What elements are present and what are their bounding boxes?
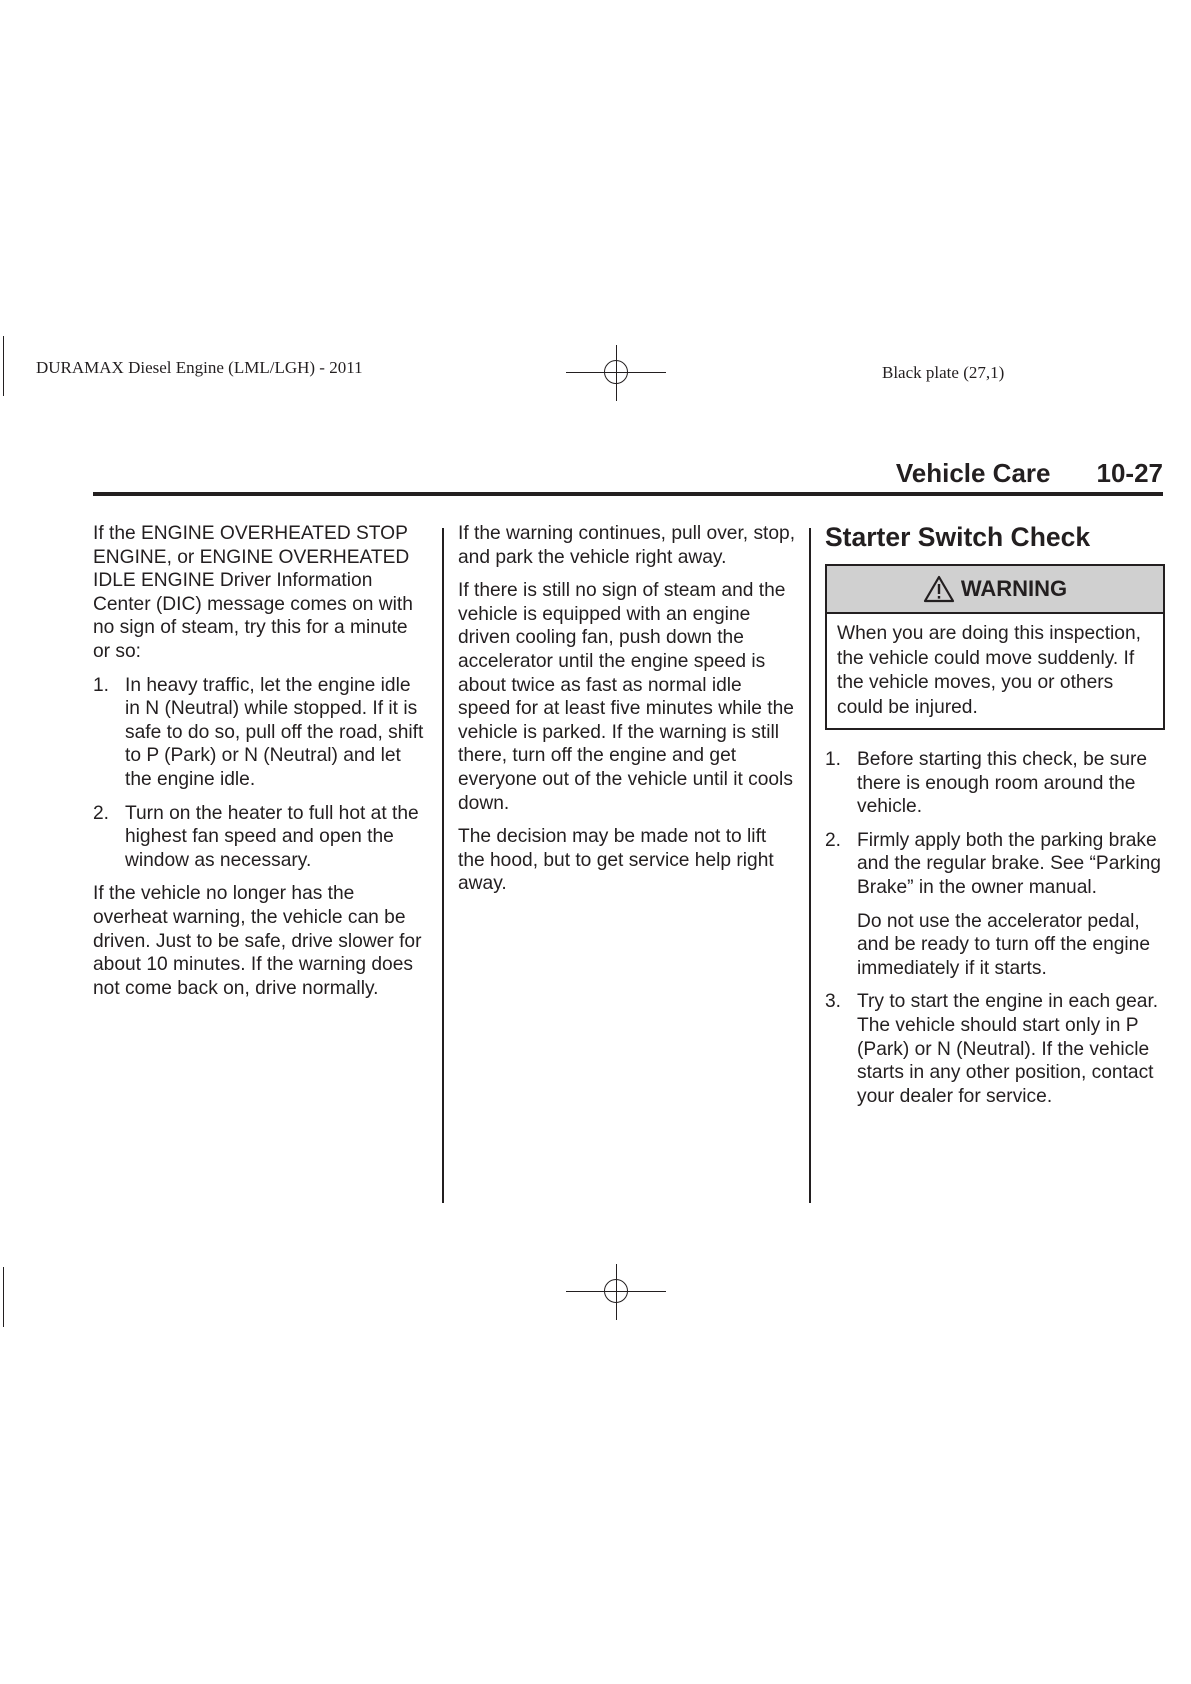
list-item <box>825 748 1165 819</box>
paragraph: If there is still no sign of steam and the vehicle is equipped with an engine driven cooling fan, push down the accelerator until the engine speed is about twice as fast as normal idle speed for at least five minutes while the vehicle is parked. If the warning is still there, turn off the engine and get everyone out of the vehicle until it cools down. <box>458 580 794 814</box>
section-title: Starter Switch Check <box>825 522 1091 552</box>
list-item <box>825 990 1165 1108</box>
column-divider <box>442 528 444 1203</box>
step-text: In heavy traffic, let the engine idle in N (Neutral) while stopped. If it is safe to do so, pull off the road, shift to P (Park) or N (Neutral) and let the engine idle. <box>125 674 424 790</box>
step-number: 2. <box>93 802 110 824</box>
step-note: Do not use the accelerator pedal, and be ready to turn off the engine immediately if it starts. <box>857 910 1151 979</box>
warning-label: WARNING <box>960 576 1068 602</box>
slug-right: Black plate (27,1) <box>882 363 1005 382</box>
overheat-steps <box>93 674 428 873</box>
warning-header <box>827 566 1163 614</box>
paragraph: The decision may be made not to lift the hood, but to get service help right away. <box>458 826 774 895</box>
step-text: Try to start the engine in each gear. The vehicle should start only in P (Park) or N (Neutral). If the vehicle starts in any other position, contact your dealer for service. <box>857 991 1159 1107</box>
warning-text: When you are doing this inspection, the vehicle could move suddenly. If the vehicle moves, you or others could be injured. <box>837 623 1141 718</box>
registration-mark-top <box>566 345 666 401</box>
paragraph: If the warning continues, pull over, stop, and park the vehicle right away. <box>458 523 796 568</box>
column-1 <box>93 522 428 1010</box>
step-number: 2. <box>825 829 842 851</box>
step-number: 3. <box>825 991 842 1013</box>
intro-paragraph: If the ENGINE OVERHEATED STOP ENGINE, or ENGINE OVERHEATED IDLE ENGINE Driver Information Center (DIC) message comes on with no sign of steam, try this for a minute or so: <box>93 523 413 662</box>
column-2 <box>458 522 798 906</box>
slug-left: DURAMAX Diesel Engine (LML/LGH) - 2011 <box>36 358 363 377</box>
crop-mark-top <box>3 336 4 396</box>
column-divider <box>809 528 811 1203</box>
check-steps <box>825 748 1165 1108</box>
crop-mark-bottom <box>3 1267 4 1327</box>
page-number: 10-27 <box>1096 458 1163 488</box>
registration-mark-bottom <box>566 1264 666 1320</box>
step-text: Firmly apply both the parking brake and the regular brake. See “Parking Brake” in the owner manual. <box>857 829 1161 898</box>
running-head <box>93 452 1163 496</box>
step-number: 1. <box>825 749 842 770</box>
step-text: Before starting this check, be sure there is enough room around the vehicle. <box>857 749 1148 818</box>
list-item <box>93 802 428 873</box>
outro-paragraph: If the vehicle no longer has the overheat warning, the vehicle can be driven. Just to be safe, drive slower for about 10 minutes. If the warning does not come back on, drive normally. <box>93 883 422 999</box>
step-number: 1. <box>93 674 110 696</box>
list-item <box>93 674 428 792</box>
column-3 <box>825 520 1165 1118</box>
step-text: Turn on the heater to full hot at the highest fan speed and open the window as necessary. <box>125 802 419 871</box>
section-name: Vehicle Care <box>895 458 1051 488</box>
list-item <box>825 829 1165 981</box>
warning-triangle-icon <box>923 575 955 603</box>
warning-box <box>825 564 1165 730</box>
